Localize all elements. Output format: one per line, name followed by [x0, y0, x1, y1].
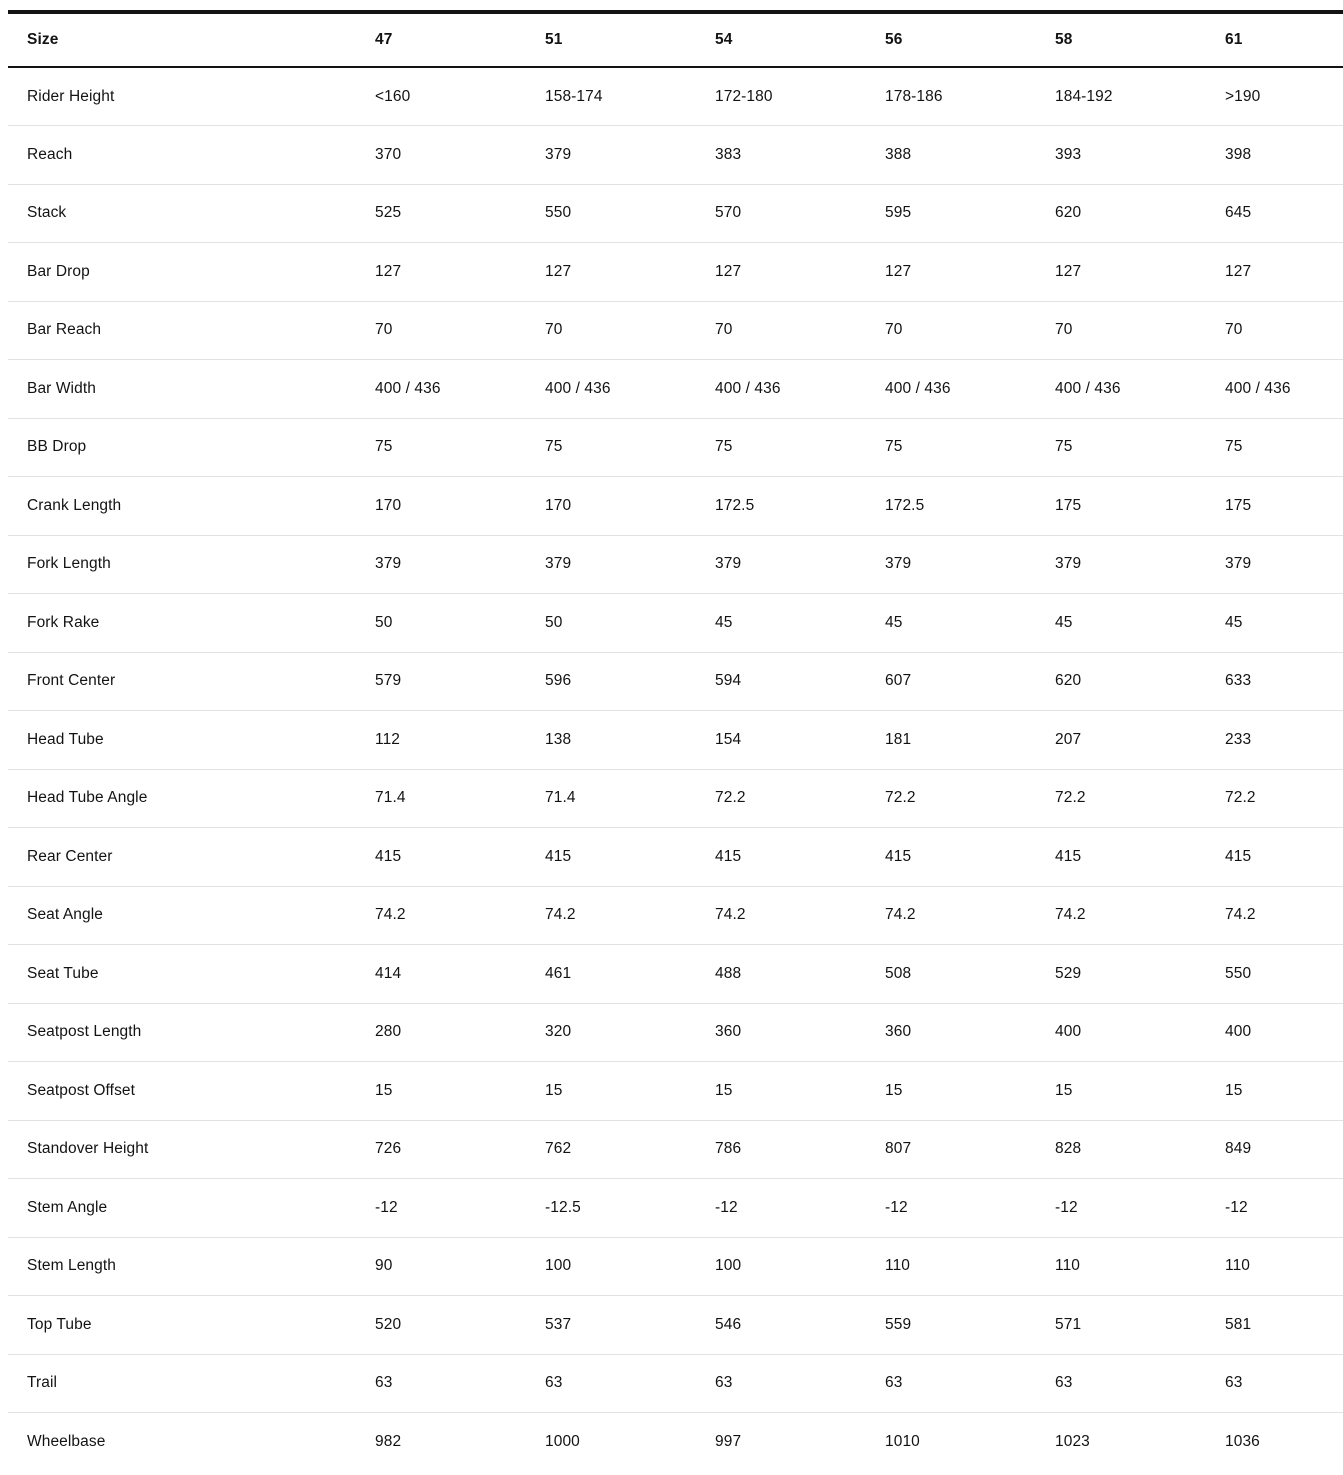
cell-value: 178-186 — [885, 67, 1055, 126]
cell-value: 379 — [375, 535, 545, 594]
cell-value: 72.2 — [715, 769, 885, 828]
cell-value: 170 — [375, 477, 545, 536]
cell-value: 379 — [545, 126, 715, 185]
cell-value: 100 — [545, 1237, 715, 1296]
cell-value: 571 — [1055, 1296, 1225, 1355]
row-label: Rear Center — [8, 828, 375, 887]
cell-value: 595 — [885, 184, 1055, 243]
cell-value: 170 — [545, 477, 715, 536]
cell-value: 379 — [1055, 535, 1225, 594]
row-label: Head Tube — [8, 711, 375, 770]
cell-value: 550 — [1225, 945, 1343, 1004]
cell-value: 508 — [885, 945, 1055, 1004]
cell-value: 175 — [1055, 477, 1225, 536]
table-row — [8, 1179, 1343, 1238]
row-label: Top Tube — [8, 1296, 375, 1355]
table-row — [8, 360, 1343, 419]
cell-value: 15 — [1055, 1062, 1225, 1121]
cell-value: 72.2 — [1225, 769, 1343, 828]
table-row — [8, 67, 1343, 126]
row-label: Stack — [8, 184, 375, 243]
cell-value: 63 — [715, 1354, 885, 1413]
cell-value: 414 — [375, 945, 545, 1004]
cell-value: 110 — [1055, 1237, 1225, 1296]
table-row — [8, 1003, 1343, 1062]
table-row — [8, 711, 1343, 770]
cell-value: 1010 — [885, 1433, 920, 1450]
cell-value: 110 — [1225, 1237, 1343, 1296]
table-header — [8, 12, 1343, 67]
table-row — [8, 535, 1343, 594]
cell-value: -12.5 — [545, 1179, 715, 1238]
row-label: Reach — [8, 126, 375, 185]
cell-value: 400 / 436 — [715, 360, 885, 419]
cell-value: 70 — [375, 301, 545, 360]
cell-value: 546 — [715, 1296, 885, 1355]
cell-value: 645 — [1225, 184, 1343, 243]
row-label: Stem Angle — [8, 1179, 375, 1238]
table-row — [8, 1062, 1343, 1121]
cell-value: 75 — [1225, 418, 1343, 477]
cell-value: 596 — [545, 652, 715, 711]
cell-value: 400 — [1225, 1003, 1343, 1062]
cell-value: 633 — [1225, 652, 1343, 711]
cell-value: 1023 — [1055, 1433, 1090, 1450]
cell-value: 607 — [885, 652, 1055, 711]
table-row — [8, 418, 1343, 477]
cell-value: -12 — [375, 1179, 545, 1238]
cell-value: 461 — [545, 945, 715, 1004]
cell-value: 400 / 436 — [1225, 360, 1343, 419]
row-label: Bar Reach — [8, 301, 375, 360]
cell-value: 45 — [1055, 594, 1225, 653]
cell-value: 15 — [885, 1062, 1055, 1121]
cell-value: 620 — [1055, 652, 1225, 711]
cell-value: 70 — [885, 301, 1055, 360]
table-row — [8, 1413, 1343, 1472]
cell-value: 72.2 — [885, 769, 1055, 828]
cell-value: 63 — [1055, 1354, 1225, 1413]
table-row — [8, 828, 1343, 887]
cell-value: 15 — [545, 1062, 715, 1121]
cell-value: 127 — [1055, 243, 1225, 302]
cell-value: 74.2 — [885, 886, 1055, 945]
cell-value: 127 — [545, 243, 715, 302]
table-row — [8, 126, 1343, 185]
cell-value: 70 — [715, 301, 885, 360]
cell-value: 127 — [1225, 243, 1343, 302]
cell-value: 233 — [1225, 711, 1343, 770]
cell-value: 63 — [1225, 1354, 1343, 1413]
cell-value: 63 — [545, 1354, 715, 1413]
cell-value: 70 — [545, 301, 715, 360]
cell-value: 762 — [545, 1120, 715, 1179]
cell-value: 172.5 — [715, 477, 885, 536]
header-size-47: 47 — [375, 12, 545, 67]
cell-value: 74.2 — [1225, 886, 1343, 945]
row-label: Seat Tube — [8, 945, 375, 1004]
cell-value: 74.2 — [545, 886, 715, 945]
row-label: Trail — [8, 1354, 375, 1413]
cell-value: 559 — [885, 1296, 1055, 1355]
row-label: Seat Angle — [8, 886, 375, 945]
header-size-51: 51 — [545, 12, 715, 67]
row-label: Seatpost Offset — [8, 1062, 375, 1121]
cell-value: 127 — [375, 243, 545, 302]
row-label: Standover Height — [8, 1120, 375, 1179]
cell-value: -12 — [1225, 1179, 1343, 1238]
cell-value: 320 — [545, 1003, 715, 1062]
cell-value: 849 — [1225, 1120, 1343, 1179]
cell-value: 75 — [375, 418, 545, 477]
row-label: Wheelbase — [27, 1433, 106, 1450]
row-label: Rider Height — [8, 67, 375, 126]
cell-value: 45 — [715, 594, 885, 653]
cell-value: -12 — [1055, 1179, 1225, 1238]
geometry-table — [8, 10, 1343, 1471]
cell-value: 982 — [375, 1433, 402, 1450]
cell-value: 786 — [715, 1120, 885, 1179]
header-size-58: 58 — [1055, 12, 1225, 67]
cell-value: 75 — [715, 418, 885, 477]
cell-value: 50 — [545, 594, 715, 653]
cell-value: 15 — [375, 1062, 545, 1121]
cell-value: 400 / 436 — [885, 360, 1055, 419]
cell-value: 172.5 — [885, 477, 1055, 536]
row-label: Stem Length — [8, 1237, 375, 1296]
cell-value: 570 — [715, 184, 885, 243]
cell-value: 415 — [715, 828, 885, 887]
cell-value: 158-174 — [545, 67, 715, 126]
header-row — [8, 12, 1343, 67]
table-row — [8, 886, 1343, 945]
cell-value: 175 — [1225, 477, 1343, 536]
table-row — [8, 594, 1343, 653]
cell-value: 379 — [545, 535, 715, 594]
cell-value: 75 — [545, 418, 715, 477]
cell-value: 726 — [375, 1120, 545, 1179]
cell-value: 184-192 — [1055, 67, 1225, 126]
row-label: Crank Length — [8, 477, 375, 536]
cell-value: 1000 — [545, 1433, 580, 1450]
cell-value: 172-180 — [715, 67, 885, 126]
cell-value: 537 — [545, 1296, 715, 1355]
row-label: Front Center — [8, 652, 375, 711]
table-row — [8, 1354, 1343, 1413]
cell-value: 488 — [715, 945, 885, 1004]
cell-value: 400 / 436 — [545, 360, 715, 419]
header-size-61: 61 — [1225, 12, 1343, 67]
table-row — [8, 243, 1343, 302]
cell-value: 1036 — [1225, 1433, 1260, 1450]
cell-value: 388 — [885, 126, 1055, 185]
cell-value: 383 — [715, 126, 885, 185]
cell-value: 63 — [375, 1354, 545, 1413]
cell-value: 400 / 436 — [1055, 360, 1225, 419]
cell-value: 138 — [545, 711, 715, 770]
header-size-54: 54 — [715, 12, 885, 67]
cell-value: 45 — [1225, 594, 1343, 653]
cell-value: 63 — [885, 1354, 1055, 1413]
cell-value: 400 — [1055, 1003, 1225, 1062]
cell-value: 828 — [1055, 1120, 1225, 1179]
cell-value: 74.2 — [715, 886, 885, 945]
cell-value: 127 — [885, 243, 1055, 302]
cell-value: 45 — [885, 594, 1055, 653]
cell-value: 75 — [1055, 418, 1225, 477]
cell-value: 393 — [1055, 126, 1225, 185]
cell-value: 154 — [715, 711, 885, 770]
cell-value: 379 — [715, 535, 885, 594]
cell-value: 594 — [715, 652, 885, 711]
cell-value: 207 — [1055, 711, 1225, 770]
table-row — [8, 477, 1343, 536]
cell-value: 50 — [375, 594, 545, 653]
cell-value: 127 — [715, 243, 885, 302]
cell-value: 415 — [375, 828, 545, 887]
row-label: Fork Length — [8, 535, 375, 594]
cell-value: 71.4 — [375, 769, 545, 828]
row-label: Bar Width — [8, 360, 375, 419]
row-label: Head Tube Angle — [8, 769, 375, 828]
cell-value: 15 — [1225, 1062, 1343, 1121]
cell-value: 90 — [375, 1237, 545, 1296]
row-label: Bar Drop — [8, 243, 375, 302]
cell-value: 112 — [375, 711, 545, 770]
cell-value: 807 — [885, 1120, 1055, 1179]
table-row — [8, 1120, 1343, 1179]
table-row — [8, 301, 1343, 360]
cell-value: 520 — [375, 1296, 545, 1355]
cell-value: 529 — [1055, 945, 1225, 1004]
cell-value: 415 — [1225, 828, 1343, 887]
cell-value: 581 — [1225, 1296, 1343, 1355]
cell-value: 415 — [885, 828, 1055, 887]
row-label: Fork Rake — [8, 594, 375, 653]
cell-value: 370 — [375, 126, 545, 185]
cell-value: 620 — [1055, 184, 1225, 243]
cell-value: -12 — [715, 1179, 885, 1238]
table-row — [8, 1237, 1343, 1296]
table-row — [8, 945, 1343, 1004]
table-row — [8, 1296, 1343, 1355]
header-size-56: 56 — [885, 12, 1055, 67]
cell-value: 415 — [1055, 828, 1225, 887]
cell-value: 415 — [545, 828, 715, 887]
table-body — [8, 67, 1343, 1471]
cell-value: 70 — [1225, 301, 1343, 360]
cell-value: 72.2 — [1055, 769, 1225, 828]
cell-value: 75 — [885, 418, 1055, 477]
cell-value: 181 — [885, 711, 1055, 770]
cell-value: 550 — [545, 184, 715, 243]
cell-value: 70 — [1055, 301, 1225, 360]
table-row — [8, 184, 1343, 243]
cell-value: 398 — [1225, 126, 1343, 185]
row-label: Seatpost Length — [8, 1003, 375, 1062]
table-row — [8, 769, 1343, 828]
cell-value: 71.4 — [545, 769, 715, 828]
cell-value: -12 — [885, 1179, 1055, 1238]
cell-value: 379 — [885, 535, 1055, 594]
cell-value: 360 — [715, 1003, 885, 1062]
cell-value: 110 — [885, 1237, 1055, 1296]
cell-value: 525 — [375, 184, 545, 243]
cell-value: 280 — [375, 1003, 545, 1062]
cell-value: 579 — [375, 652, 545, 711]
cell-value: 100 — [715, 1237, 885, 1296]
cell-value: 74.2 — [1055, 886, 1225, 945]
table-row — [8, 652, 1343, 711]
cell-value: 360 — [885, 1003, 1055, 1062]
cell-value: 74.2 — [375, 886, 545, 945]
row-label: BB Drop — [8, 418, 375, 477]
header-size-label: Size — [8, 12, 375, 67]
cell-value: 997 — [715, 1433, 742, 1450]
cell-value: 400 / 436 — [375, 360, 545, 419]
cell-value: 379 — [1225, 535, 1343, 594]
cell-value: >190 — [1225, 67, 1343, 126]
cell-value: <160 — [375, 67, 545, 126]
cell-value: 15 — [715, 1062, 885, 1121]
